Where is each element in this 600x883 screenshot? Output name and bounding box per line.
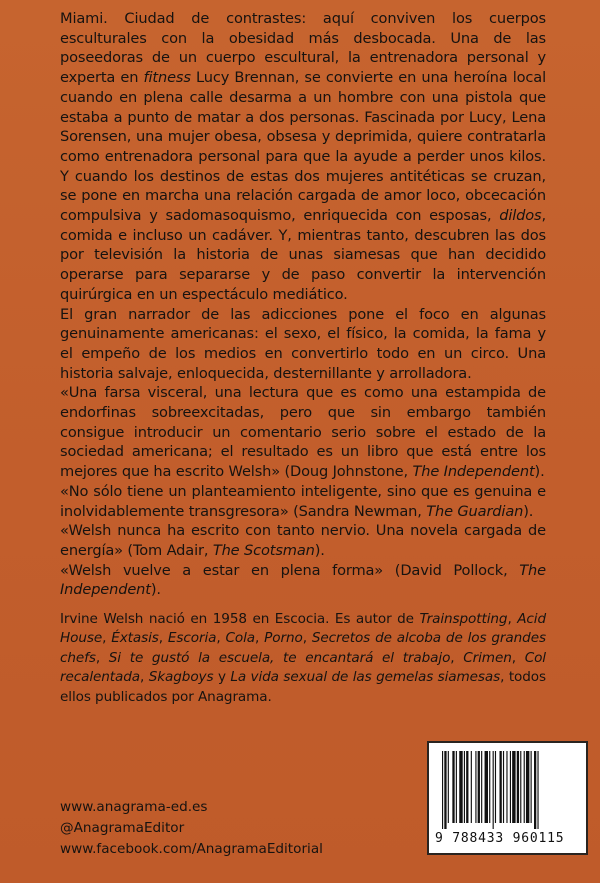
quote-source: The Independent	[412, 463, 535, 481]
barcode-bar	[464, 751, 465, 823]
barcode-bar	[503, 751, 504, 823]
review-quote: «No sólo tiene un planteamiento inteligente, sino que es genuina e inolvidablemente transgresora» (Sandra Newman, The Guardian).	[60, 482, 546, 520]
barcode-bar	[466, 751, 468, 823]
barcode-bar	[524, 751, 525, 823]
barcode-bar	[495, 751, 496, 823]
barcode-bar	[510, 751, 511, 823]
book-title: Porno	[264, 630, 303, 647]
synopsis-block	[60, 9, 546, 600]
synopsis-italic: fitness	[143, 69, 191, 87]
author-bio	[60, 610, 546, 707]
synopsis-paragraph	[60, 9, 546, 305]
book-title: Col recalentada	[60, 649, 546, 686]
book-title: Cola	[225, 630, 256, 647]
quote-source: The Scotsman	[212, 541, 315, 559]
barcode-bar	[481, 751, 482, 823]
description-paragraph: El gran narrador de las adicciones pone el foco en algunas genuinamente americanas: el sexo, el físico, la comida, la fama y el empeño de los medios en convertirlo todo en un circo. Una historia salvaje, enloquecida, desternillante y arrolladora.	[60, 305, 546, 382]
isbn-barcode	[427, 741, 588, 855]
synopsis-text: , comida e incluso un cadáver. Y, mientras tanto, descubren las dos por televisión la historia de unas siamesas que han decidido operarse para separarse y de paso convertir la intervención quirúrgica en un espectáculo mediático.	[60, 207, 546, 303]
book-title: Éxtasis	[111, 630, 159, 647]
barcode-bar	[452, 751, 454, 823]
review-quote: «Welsh nunca ha escrito con tanto nervio. Una novela cargada de energía» (Tom Adair, The Scotsman).	[60, 522, 546, 559]
twitter-handle[interactable]: @AnagramaEditor	[60, 820, 185, 836]
barcode-bar	[485, 751, 488, 823]
barcode-bar	[489, 751, 490, 823]
barcode-bar	[478, 751, 480, 823]
quote-source: The Independent	[60, 561, 546, 599]
barcode-bar	[444, 751, 446, 829]
book-title: Si te gustó la escuela, te encantará el trabajo	[108, 649, 451, 666]
review-quote: «Welsh vuelve a estar en plena forma» (David Pollock, The Independent).	[60, 561, 546, 599]
book-title: Trainspotting	[419, 611, 508, 627]
synopsis-text: Miami. Ciudad de contrastes: aquí conviven los cuerpos esculturales con la obesidad más desbocada. Una de las poseedoras de un cuerpo escultural, la entrenadora personal y experta en	[60, 10, 546, 87]
book-title: Crimen	[463, 649, 512, 666]
barcode-bar	[471, 751, 472, 823]
facebook-link[interactable]: www.facebook.com/AnagramaEditorial	[60, 841, 323, 857]
isbn-number: 9 788433 960115	[435, 831, 565, 846]
barcode-bar	[475, 751, 476, 823]
publisher-links	[60, 797, 323, 860]
book-title: Secretos de alcoba de los grandes chefs	[60, 630, 546, 666]
barcode-bar	[506, 751, 507, 823]
barcode-bar	[456, 751, 457, 823]
book-title: Escoria	[167, 630, 217, 647]
barcode-bar	[537, 751, 538, 829]
barcode-bar	[531, 751, 532, 823]
barcode-bar	[526, 751, 529, 823]
barcode-bar	[448, 751, 449, 823]
barcode-bar	[517, 751, 519, 823]
barcode-bar	[500, 751, 502, 823]
review-quote: «Una farsa visceral, una lectura que es como una estampida de endorfinas sobreexcitadas, pero que sin embargo también consigue introducir un comentario serio sobre el estado de la sociedad americana; el resultado es un libro que está entre los mejores que ha escrito Welsh» (Doug Johnstone, The Independent).	[60, 384, 546, 481]
book-title: Skagboys	[148, 669, 214, 686]
barcode-bar	[459, 751, 462, 823]
barcode-bar	[512, 751, 515, 823]
author-bio-paragraph: Irvine Welsh nació en 1958 en Escocia. Es autor de Trainspotting, Acid House, Éxtasis, Escoria, Cola, Porno, Secretos de alcoba de los grandes chefs, Si te gustó la escuela, te encantará el trabajo, Crimen, Col recalentada, Skagboys y La vida sexual de las gemelas siamesas, todos ellos publicados por Anagrama.	[60, 611, 547, 705]
barcode-bar	[520, 751, 521, 823]
website-link[interactable]: www.anagrama-ed.es	[60, 799, 208, 815]
barcode-bar	[493, 751, 494, 829]
barcode-bar	[442, 751, 443, 829]
synopsis-text: Lucy Brennan, se convierte en una heroína local cuando en plena calle desarma a un hombre con una pistola que estaba a punto de matar a dos personas. Fascinada por Lucy, Lena Sorensen, una mujer obesa, obsesa y deprimida, quiere contratarla como entrenadora personal para que la ayude a perder unos kilos. Y cuando los destinos de estas dos mujeres antitéticas se cruzan, se pone en marcha una relación cargada de amor loco, obcecación compulsiva y sadomasoquismo, enriquecida con esposas,	[60, 69, 546, 225]
barcode-icon	[440, 751, 578, 829]
synopsis-italic: dildos	[499, 207, 542, 225]
barcode-bar	[534, 751, 536, 829]
quote-source: The Guardian	[426, 502, 524, 520]
book-title: La vida sexual de las gemelas siamesas	[230, 669, 501, 686]
book-title: Acid House	[60, 611, 546, 647]
